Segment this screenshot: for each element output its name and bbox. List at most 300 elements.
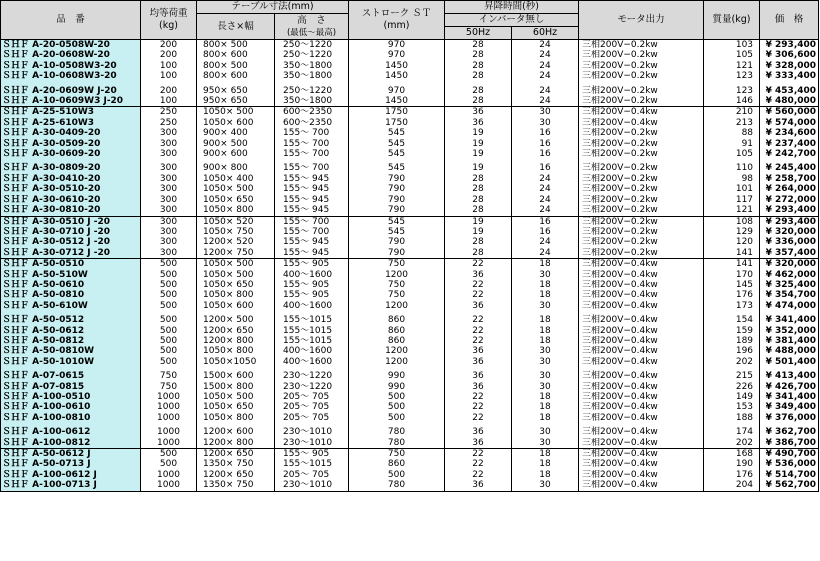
mass-cell: 153	[704, 402, 760, 412]
height-cell: 155〜 905	[275, 290, 349, 300]
model-cell: ＳＨＦ A-25-510W3	[1, 107, 141, 118]
time-60hz-cell: 16	[512, 139, 579, 149]
stroke-cell: 500	[349, 413, 445, 423]
dimension-cell: 1050× 400	[197, 174, 275, 184]
price-cell: ¥ 349,400	[760, 402, 819, 412]
table-row	[1, 413, 819, 423]
model-cell: ＳＨＦ A-30-0409-20	[1, 128, 141, 138]
dimension-cell: 1050× 520	[197, 216, 275, 227]
mass-cell: 202	[704, 357, 760, 367]
time-60hz-cell: 24	[512, 237, 579, 247]
stroke-cell: 1450	[349, 61, 445, 71]
motor-cell: 三相200V−0.2kw	[579, 216, 704, 227]
model-cell: ＳＨＦ A-50-510W	[1, 270, 141, 280]
price-cell: ¥ 480,000	[760, 96, 819, 107]
mass-cell: 149	[704, 392, 760, 402]
time-50hz-cell: 36	[445, 382, 512, 392]
load-cell: 300	[141, 205, 197, 216]
time-60hz-cell: 30	[512, 382, 579, 392]
time-50hz-cell: 22	[445, 402, 512, 412]
dimension-cell: 1050×1050	[197, 357, 275, 367]
time-60hz-cell: 24	[512, 96, 579, 107]
price-cell: ¥ 462,000	[760, 270, 819, 280]
time-60hz-cell: 30	[512, 270, 579, 280]
mass-cell: 91	[704, 139, 760, 149]
motor-cell: 三相200V−0.4kw	[579, 470, 704, 480]
height-cell: 400〜1600	[275, 357, 349, 367]
table-row	[1, 96, 819, 107]
price-cell: ¥ 328,000	[760, 61, 819, 71]
time-50hz-cell: 36	[445, 118, 512, 128]
model-cell: ＳＨＦ A-30-0509-20	[1, 139, 141, 149]
dimension-cell: 1050× 600	[197, 118, 275, 128]
model-cell: ＳＨＦ A-30-0410-20	[1, 174, 141, 184]
dimension-cell: 1200× 520	[197, 237, 275, 247]
table-row	[1, 139, 819, 149]
price-cell: ¥ 490,700	[760, 449, 819, 460]
time-60hz-cell: 30	[512, 301, 579, 311]
stroke-cell: 1450	[349, 71, 445, 81]
price-cell: ¥ 341,400	[760, 392, 819, 402]
dimension-cell: 1200× 650	[197, 470, 275, 480]
table-row	[1, 301, 819, 311]
mass-cell: 170	[704, 270, 760, 280]
height-cell: 155〜1015	[275, 459, 349, 469]
stroke-cell: 970	[349, 82, 445, 96]
table-row	[1, 311, 819, 325]
stroke-cell: 545	[349, 139, 445, 149]
time-50hz-cell: 19	[445, 139, 512, 149]
motor-cell: 三相200V−0.4kw	[579, 270, 704, 280]
time-50hz-cell: 22	[445, 311, 512, 325]
table-row	[1, 195, 819, 205]
dimension-cell: 1050× 650	[197, 402, 275, 412]
stroke-cell: 545	[349, 128, 445, 138]
height-cell: 250〜1220	[275, 40, 349, 51]
dimension-cell: 950× 650	[197, 82, 275, 96]
height-cell: 230〜1010	[275, 438, 349, 449]
motor-cell: 三相200V−0.2kw	[579, 61, 704, 71]
stroke-cell: 780	[349, 480, 445, 491]
table-row	[1, 423, 819, 437]
stroke-cell: 860	[349, 311, 445, 325]
price-cell: ¥ 234,600	[760, 128, 819, 138]
height-cell: 250〜1220	[275, 82, 349, 96]
height-cell: 205〜 705	[275, 402, 349, 412]
motor-cell: 三相200V−0.4kw	[579, 413, 704, 423]
table-row	[1, 382, 819, 392]
load-cell: 500	[141, 290, 197, 300]
table-row	[1, 290, 819, 300]
height-cell: 400〜1600	[275, 346, 349, 356]
stroke-cell: 790	[349, 205, 445, 216]
motor-cell: 三相200V−0.4kw	[579, 357, 704, 367]
motor-cell: 三相200V−0.2kw	[579, 96, 704, 107]
dimension-cell: 1200× 500	[197, 311, 275, 325]
motor-cell: 三相200V−0.4kw	[579, 280, 704, 290]
time-60hz-cell: 18	[512, 326, 579, 336]
time-50hz-cell: 22	[445, 449, 512, 460]
time-50hz-cell: 19	[445, 149, 512, 159]
price-cell: ¥ 381,400	[760, 336, 819, 346]
model-cell: ＳＨＦ A-100-0610	[1, 402, 141, 412]
stroke-cell: 500	[349, 392, 445, 402]
height-cell: 230〜1010	[275, 480, 349, 491]
time-50hz-cell: 22	[445, 392, 512, 402]
mass-cell: 88	[704, 128, 760, 138]
model-cell: ＳＨＦ A-50-0610	[1, 280, 141, 290]
stroke-cell: 750	[349, 259, 445, 270]
price-cell: ¥ 426,700	[760, 382, 819, 392]
price-cell: ¥ 320,000	[760, 259, 819, 270]
time-50hz-cell: 36	[445, 423, 512, 437]
time-50hz-cell: 28	[445, 40, 512, 51]
stroke-cell: 1200	[349, 346, 445, 356]
mass-cell: 105	[704, 149, 760, 159]
load-cell: 250	[141, 107, 197, 118]
dimension-cell: 900× 600	[197, 149, 275, 159]
time-60hz-cell: 24	[512, 40, 579, 51]
price-cell: ¥ 293,400	[760, 216, 819, 227]
height-cell: 155〜 905	[275, 259, 349, 270]
height-cell: 400〜1600	[275, 301, 349, 311]
model-cell: ＳＨＦ A-30-0809-20	[1, 159, 141, 173]
table-body	[1, 40, 819, 492]
mass-cell: 108	[704, 216, 760, 227]
table-row	[1, 259, 819, 270]
height-cell: 155〜 905	[275, 280, 349, 290]
height-cell: 155〜 700	[275, 149, 349, 159]
stroke-cell: 990	[349, 382, 445, 392]
model-cell: ＳＨＦ A-50-0810W	[1, 346, 141, 356]
load-cell: 300	[141, 248, 197, 259]
time-60hz-cell: 16	[512, 149, 579, 159]
height-cell: 205〜 705	[275, 392, 349, 402]
model-cell: ＳＨＦ A-30-0512 J -20	[1, 237, 141, 247]
dimension-cell: 1050× 500	[197, 107, 275, 118]
load-cell: 300	[141, 195, 197, 205]
load-cell: 300	[141, 139, 197, 149]
dimension-cell: 1050× 800	[197, 290, 275, 300]
model-cell: ＳＨＦ A-50-0713 J	[1, 459, 141, 469]
model-cell: ＳＨＦ A-100-0713 J	[1, 480, 141, 491]
time-60hz-cell: 30	[512, 438, 579, 449]
price-cell: ¥ 242,700	[760, 149, 819, 159]
table-row	[1, 50, 819, 60]
height-cell: 155〜 945	[275, 184, 349, 194]
mass-cell: 141	[704, 259, 760, 270]
motor-cell: 三相200V−0.4kw	[579, 392, 704, 402]
time-60hz-cell: 24	[512, 174, 579, 184]
table-row	[1, 107, 819, 118]
motor-cell: 三相200V−0.4kw	[579, 438, 704, 449]
price-cell: ¥ 354,700	[760, 290, 819, 300]
time-60hz-cell: 16	[512, 216, 579, 227]
table-row	[1, 227, 819, 237]
table-row	[1, 248, 819, 259]
dimension-cell: 1050× 750	[197, 227, 275, 237]
time-60hz-cell: 18	[512, 402, 579, 412]
stroke-cell: 500	[349, 402, 445, 412]
time-50hz-cell: 36	[445, 346, 512, 356]
height-cell: 350〜1800	[275, 96, 349, 107]
mass-cell: 98	[704, 174, 760, 184]
time-60hz-cell: 18	[512, 336, 579, 346]
price-cell: ¥ 341,400	[760, 311, 819, 325]
mass-cell: 110	[704, 159, 760, 173]
price-cell: ¥ 333,400	[760, 71, 819, 81]
stroke-cell: 545	[349, 159, 445, 173]
load-cell: 300	[141, 149, 197, 159]
height-cell: 400〜1600	[275, 270, 349, 280]
header-table-dim: テーブル寸法(mm)	[197, 1, 349, 14]
time-60hz-cell: 18	[512, 470, 579, 480]
height-cell: 230〜1220	[275, 367, 349, 381]
time-60hz-cell: 24	[512, 71, 579, 81]
mass-cell: 159	[704, 326, 760, 336]
dimension-cell: 1500× 600	[197, 367, 275, 381]
height-cell: 155〜 945	[275, 195, 349, 205]
height-cell: 155〜 945	[275, 237, 349, 247]
table-row	[1, 357, 819, 367]
time-60hz-cell: 16	[512, 159, 579, 173]
mass-cell: 202	[704, 438, 760, 449]
dimension-cell: 1050× 800	[197, 346, 275, 356]
time-60hz-cell: 18	[512, 280, 579, 290]
model-cell: ＳＨＦ A-100-0812	[1, 438, 141, 449]
time-50hz-cell: 28	[445, 82, 512, 96]
price-cell: ¥ 474,000	[760, 301, 819, 311]
table-row	[1, 61, 819, 71]
time-50hz-cell: 19	[445, 227, 512, 237]
mass-cell: 196	[704, 346, 760, 356]
dimension-cell: 1050× 500	[197, 392, 275, 402]
time-60hz-cell: 24	[512, 205, 579, 216]
mass-cell: 123	[704, 71, 760, 81]
time-60hz-cell: 30	[512, 346, 579, 356]
motor-cell: 三相200V−0.2kw	[579, 195, 704, 205]
stroke-cell: 780	[349, 438, 445, 449]
height-cell: 155〜 700	[275, 139, 349, 149]
price-cell: ¥ 320,000	[760, 227, 819, 237]
header-inverter: インバータ無し	[445, 14, 579, 27]
load-cell: 500	[141, 346, 197, 356]
price-cell: ¥ 386,700	[760, 438, 819, 449]
height-cell: 155〜1015	[275, 326, 349, 336]
model-cell: ＳＨＦ A-100-0810	[1, 413, 141, 423]
dimension-cell: 900× 400	[197, 128, 275, 138]
table-row	[1, 346, 819, 356]
height-cell: 155〜 945	[275, 248, 349, 259]
load-cell: 500	[141, 301, 197, 311]
load-cell: 500	[141, 280, 197, 290]
load-cell: 750	[141, 367, 197, 381]
time-50hz-cell: 28	[445, 205, 512, 216]
motor-cell: 三相200V−0.2kw	[579, 149, 704, 159]
time-50hz-cell: 22	[445, 290, 512, 300]
mass-cell: 117	[704, 195, 760, 205]
price-cell: ¥ 293,400	[760, 40, 819, 51]
motor-cell: 三相200V−0.2kw	[579, 159, 704, 173]
mass-cell: 103	[704, 40, 760, 51]
mass-cell: 213	[704, 118, 760, 128]
model-cell: ＳＨＦ A-30-0510-20	[1, 184, 141, 194]
table-row	[1, 367, 819, 381]
height-cell: 250〜1220	[275, 50, 349, 60]
stroke-cell: 1750	[349, 118, 445, 128]
header-price: 価 格	[760, 1, 819, 40]
time-60hz-cell: 18	[512, 459, 579, 469]
dimension-cell: 1200× 750	[197, 248, 275, 259]
load-cell: 500	[141, 449, 197, 460]
load-cell: 1000	[141, 402, 197, 412]
price-cell: ¥ 453,400	[760, 82, 819, 96]
time-50hz-cell: 36	[445, 107, 512, 118]
time-50hz-cell: 28	[445, 174, 512, 184]
load-cell: 1000	[141, 470, 197, 480]
time-50hz-cell: 22	[445, 470, 512, 480]
time-60hz-cell: 18	[512, 392, 579, 402]
mass-cell: 120	[704, 237, 760, 247]
dimension-cell: 1050× 650	[197, 195, 275, 205]
header-60hz: 60Hz	[512, 27, 579, 40]
dimension-cell: 1050× 500	[197, 184, 275, 194]
dimension-cell: 1500× 800	[197, 382, 275, 392]
load-cell: 1000	[141, 392, 197, 402]
time-60hz-cell: 30	[512, 367, 579, 381]
table-row	[1, 326, 819, 336]
time-50hz-cell: 36	[445, 301, 512, 311]
load-cell: 100	[141, 96, 197, 107]
mass-cell: 141	[704, 248, 760, 259]
load-cell: 300	[141, 227, 197, 237]
price-cell: ¥ 272,000	[760, 195, 819, 205]
time-60hz-cell: 18	[512, 449, 579, 460]
time-50hz-cell: 28	[445, 71, 512, 81]
model-cell: ＳＨＦ A-25-610W3	[1, 118, 141, 128]
load-cell: 500	[141, 270, 197, 280]
mass-cell: 173	[704, 301, 760, 311]
price-cell: ¥ 536,000	[760, 459, 819, 469]
mass-cell: 121	[704, 61, 760, 71]
table-row	[1, 174, 819, 184]
load-cell: 750	[141, 382, 197, 392]
mass-cell: 188	[704, 413, 760, 423]
mass-cell: 176	[704, 470, 760, 480]
motor-cell: 三相200V−0.4kw	[579, 449, 704, 460]
price-cell: ¥ 560,000	[760, 107, 819, 118]
stroke-cell: 790	[349, 248, 445, 259]
motor-cell: 三相200V−0.4kw	[579, 480, 704, 491]
time-50hz-cell: 22	[445, 326, 512, 336]
stroke-cell: 860	[349, 336, 445, 346]
time-50hz-cell: 22	[445, 413, 512, 423]
time-60hz-cell: 30	[512, 357, 579, 367]
time-50hz-cell: 28	[445, 184, 512, 194]
time-50hz-cell: 36	[445, 357, 512, 367]
stroke-cell: 545	[349, 149, 445, 159]
stroke-cell: 1450	[349, 96, 445, 107]
price-cell: ¥ 488,000	[760, 346, 819, 356]
mass-cell: 190	[704, 459, 760, 469]
dimension-cell: 1050× 500	[197, 259, 275, 270]
model-cell: ＳＨＦ A-50-1010W	[1, 357, 141, 367]
dimension-cell: 800× 600	[197, 50, 275, 60]
load-cell: 300	[141, 128, 197, 138]
load-cell: 300	[141, 184, 197, 194]
model-cell: ＳＨＦ A-50-0812	[1, 336, 141, 346]
table-row	[1, 480, 819, 491]
mass-cell: 226	[704, 382, 760, 392]
time-50hz-cell: 22	[445, 280, 512, 290]
model-cell: ＳＨＦ A-20-0508W-20	[1, 40, 141, 51]
mass-cell: 168	[704, 449, 760, 460]
dimension-cell: 1050× 600	[197, 301, 275, 311]
dimension-cell: 1200× 600	[197, 423, 275, 437]
height-cell: 155〜 905	[275, 449, 349, 460]
table-header	[1, 1, 819, 40]
time-60hz-cell: 24	[512, 248, 579, 259]
price-cell: ¥ 306,600	[760, 50, 819, 60]
motor-cell: 三相200V−0.4kw	[579, 311, 704, 325]
time-60hz-cell: 24	[512, 61, 579, 71]
time-60hz-cell: 24	[512, 50, 579, 60]
time-60hz-cell: 30	[512, 107, 579, 118]
dimension-cell: 950× 650	[197, 96, 275, 107]
model-cell: ＳＨＦ A-30-0710 J -20	[1, 227, 141, 237]
height-cell: 350〜1800	[275, 71, 349, 81]
header-dim-h: 高 さ (最低〜最高)	[275, 14, 349, 40]
time-60hz-cell: 24	[512, 184, 579, 194]
mass-cell: 121	[704, 205, 760, 216]
load-cell: 500	[141, 357, 197, 367]
model-cell: ＳＨＦ A-20-0608W-20	[1, 50, 141, 60]
dimension-cell: 1050× 800	[197, 413, 275, 423]
model-cell: ＳＨＦ A-10-0608W3-20	[1, 71, 141, 81]
price-cell: ¥ 264,000	[760, 184, 819, 194]
dimension-cell: 1200× 800	[197, 438, 275, 449]
mass-cell: 215	[704, 367, 760, 381]
stroke-cell: 750	[349, 280, 445, 290]
price-cell: ¥ 362,700	[760, 423, 819, 437]
price-cell: ¥ 336,000	[760, 237, 819, 247]
load-cell: 500	[141, 259, 197, 270]
stroke-cell: 780	[349, 423, 445, 437]
motor-cell: 三相200V−0.4kw	[579, 402, 704, 412]
dimension-cell: 800× 600	[197, 71, 275, 81]
time-50hz-cell: 22	[445, 259, 512, 270]
model-cell: ＳＨＦ A-50-0810	[1, 290, 141, 300]
load-cell: 500	[141, 459, 197, 469]
model-cell: ＳＨＦ A-30-0609-20	[1, 149, 141, 159]
table-row	[1, 159, 819, 173]
model-cell: ＳＨＦ A-50-0510	[1, 259, 141, 270]
mass-cell: 145	[704, 280, 760, 290]
header-stroke: ストローク ＳＴ (mm)	[349, 1, 445, 40]
stroke-cell: 750	[349, 290, 445, 300]
dimension-cell: 1350× 750	[197, 480, 275, 491]
time-60hz-cell: 18	[512, 259, 579, 270]
stroke-cell: 790	[349, 174, 445, 184]
load-cell: 500	[141, 311, 197, 325]
load-cell: 250	[141, 118, 197, 128]
motor-cell: 三相200V−0.2kw	[579, 139, 704, 149]
mass-cell: 154	[704, 311, 760, 325]
stroke-cell: 500	[349, 470, 445, 480]
price-cell: ¥ 245,400	[760, 159, 819, 173]
stroke-cell: 1200	[349, 301, 445, 311]
height-cell: 205〜 705	[275, 470, 349, 480]
